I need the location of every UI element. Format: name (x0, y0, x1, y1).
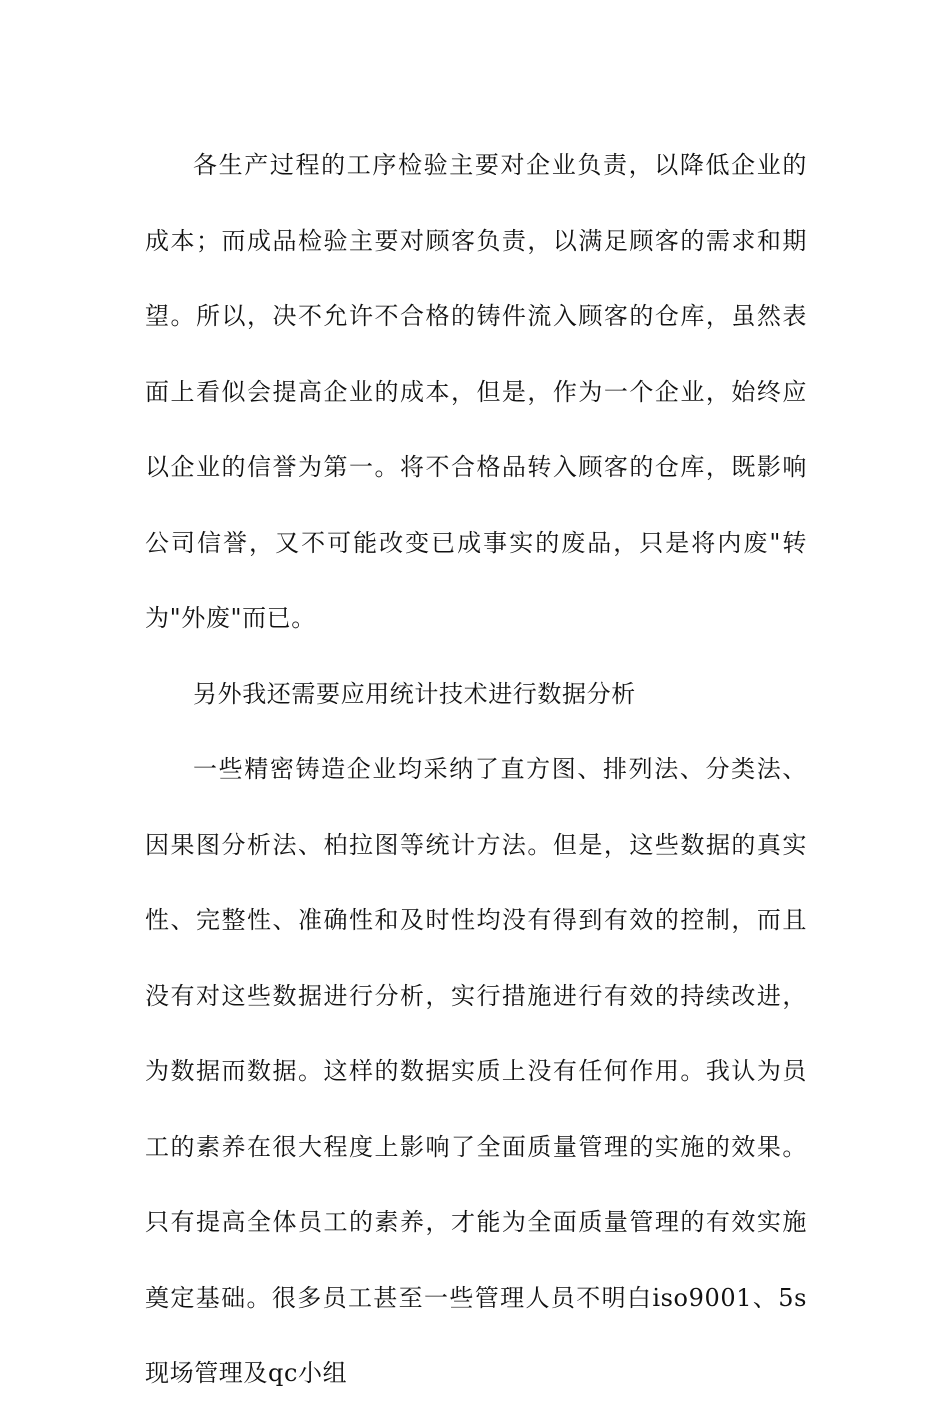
document-body (145, 128, 807, 1412)
paragraph-inspection-responsibility: 各生产过程的工序检验主要对企业负责，以降低企业的成本；而成品检验主要对顾客负责，以满足顾客的需求和期望。所以，决不允许不合格的铸件流入顾客的仓库，虽然表面上看似会提高企业的成本，但是，作为一个企业，始终应以企业的信誉为第一。将不合格品转入顾客的仓库，既影响公司信誉，又不可能改变已成事实的废品，只是将内废"转为"外废"而已。 (145, 151, 807, 632)
paragraph-statistical-analysis-heading: 另外我还需要应用统计技术进行数据分析 (193, 679, 636, 708)
paragraph-statistical-methods: 一些精密铸造企业均采纳了直方图、排列法、分类法、因果图分析法、柏拉图等统计方法。但是，这些数据的真实性、完整性、准确性和及时性均没有得到有效的控制，而且没有对这些数据进行分析，实行措施进行有效的持续改进，为数据而数据。这样的数据实质上没有任何作用。我认为员工的素养在很大程度上影响了全面质量管理的实施的效果。只有提高全体员工的素养，才能为全面质量管理的有效实施奠定基础。很多员工甚至一些管理人员不明白iso9001、5s现场管理及qc小组 (145, 755, 807, 1387)
